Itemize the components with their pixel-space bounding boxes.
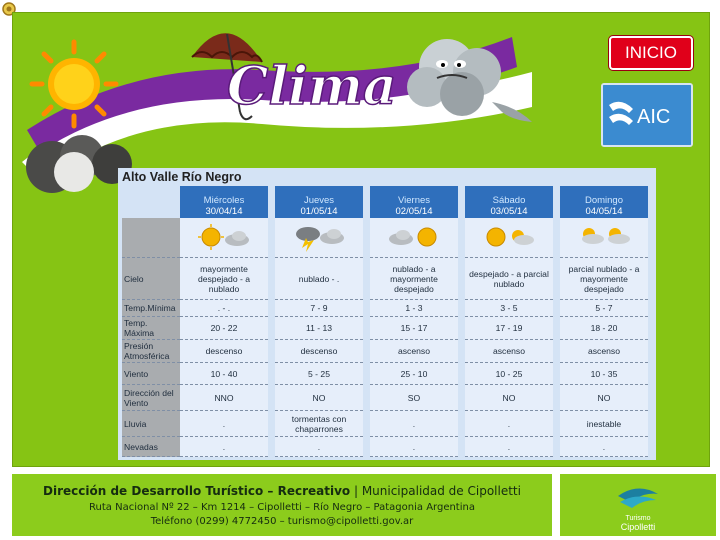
turismo-logo-icon [610, 478, 666, 534]
inicio-button[interactable]: INICIO [609, 36, 693, 70]
row-direccion: Dirección del Viento NNO NO SO NO NO [122, 385, 648, 411]
region-title: Alto Valle Río Negro [122, 170, 242, 184]
day-header: Domingo 04/05/14 [560, 186, 648, 218]
turismo-logo-text-2: Cipolletti [620, 522, 656, 532]
storm-cloud-icon [275, 218, 363, 258]
footer-org-muni: Municipalidad de Cipolletti [361, 484, 521, 498]
row-presion: Presión Atmosférica descenso descenso ascenso ascenso ascenso [122, 340, 648, 363]
day-header: Sábado 03/05/14 [465, 186, 553, 218]
footer-org-dept: Dirección de Desarrollo Turístico – Recreativo [43, 484, 351, 498]
turismo-logo-text-1: Turismo [625, 515, 651, 522]
footer-org-separator: | [350, 484, 362, 498]
row-nevadas: Nevadas . . . . . [122, 437, 648, 457]
footer-bar [12, 474, 552, 536]
day-header-row [122, 186, 648, 218]
day-header: Viernes 02/05/14 [370, 186, 458, 218]
day-header: Miércoles 30/04/14 [180, 186, 268, 218]
aic-label: AIC [637, 106, 671, 128]
row-lluvia: Lluvia . tormentas con chaparrones . . inestable [122, 411, 648, 437]
aic-logo-link[interactable] [601, 83, 693, 147]
footer-org [12, 484, 552, 498]
icon-row [122, 218, 648, 258]
forecast-table [122, 186, 648, 457]
row-temp-min: Temp.Mínima . - . 7 - 9 1 - 3 3 - 5 5 - 7 [122, 300, 648, 317]
footer-address: Ruta Nacional Nº 22 – Km 1214 – Cipolletti – Río Negro – Patagonia Argentina [89, 502, 475, 513]
row-cielo: Cielo mayormente despejado - a nublado nublado - . nublado - a mayormente despejado despejado - a parcial nublado parcial nublado - a mayormente despejado [122, 258, 648, 300]
banner-title: Clima [227, 56, 397, 117]
turismo-cipolletti-logo[interactable] [560, 474, 716, 536]
aic-logo-icon [603, 85, 691, 145]
row-viento: Viento 10 - 40 5 - 25 25 - 10 10 - 25 10 - 35 [122, 363, 648, 385]
row-temp-max: Temp. Máxima 20 - 22 11 - 13 15 - 17 17 - 19 18 - 20 [122, 317, 648, 340]
svg-text:AIC [637, 106, 670, 128]
footer-contact: Teléfono (0299) 4772450 – turismo@cipolletti.gov.ar [150, 516, 414, 527]
svg-text:Turismo [625, 515, 650, 522]
svg-text:Clima [227, 56, 397, 117]
forecast-panel [118, 168, 656, 460]
cloud-sun-icon [370, 218, 458, 258]
svg-text:Cipolletti [621, 522, 656, 532]
day-header: Jueves 01/05/14 [275, 186, 363, 218]
sun-partly-cloudy-icon [465, 218, 553, 258]
partly-cloudy-icon [560, 218, 648, 258]
sun-cloud-icon [180, 218, 268, 258]
